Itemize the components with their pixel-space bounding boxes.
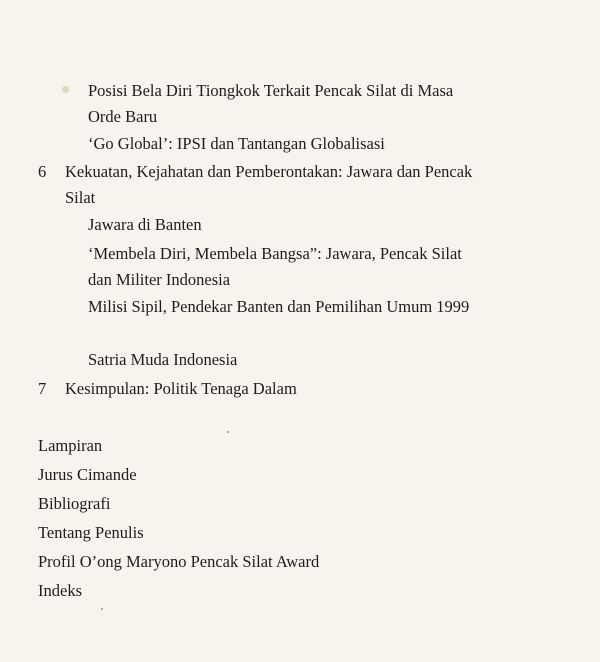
toc-entry-title: Jawara di Banten <box>88 215 202 234</box>
toc-entry-title: Indeks <box>38 581 82 600</box>
toc-entry-title: Bibliografi <box>38 494 111 513</box>
toc-entry-title: Kesimpulan: Politik Tenaga Dalam <box>65 379 297 398</box>
toc-entry-title: Milisi Sipil, Pendekar Banten dan Pemilihan Umum 1999 <box>88 297 470 316</box>
toc-entry-title: Tentang Penulis <box>38 523 144 542</box>
chapter-number: 6 <box>38 162 47 181</box>
toc-entry-title: Satria Muda Indonesia <box>88 350 238 369</box>
toc-entry-title: Lampiran <box>38 436 103 455</box>
toc-entry-title: Profil O’ong Maryono Pencak Silat Award <box>38 552 320 571</box>
toc-entry-title: Kekuatan, Kejahatan dan Pemberontakan: Jawara dan Pencak Silat <box>65 162 473 207</box>
toc-entry-title: Posisi Bela Diri Tiongkok Terkait Pencak Silat di Masa Orde Baru <box>88 81 454 126</box>
toc-entry-title: Jurus Cimande <box>38 465 137 484</box>
toc-entry-title: ‘Go Global’: IPSI dan Tantangan Globalisasi <box>88 134 385 153</box>
paper-speck <box>62 86 69 93</box>
chapter-number: 7 <box>38 379 47 398</box>
paper-speck <box>101 608 103 610</box>
toc-entry-title: ‘Membela Diri, Membela Bangsa”: Jawara, Pencak Silat dan Militer Indonesia <box>88 244 462 289</box>
